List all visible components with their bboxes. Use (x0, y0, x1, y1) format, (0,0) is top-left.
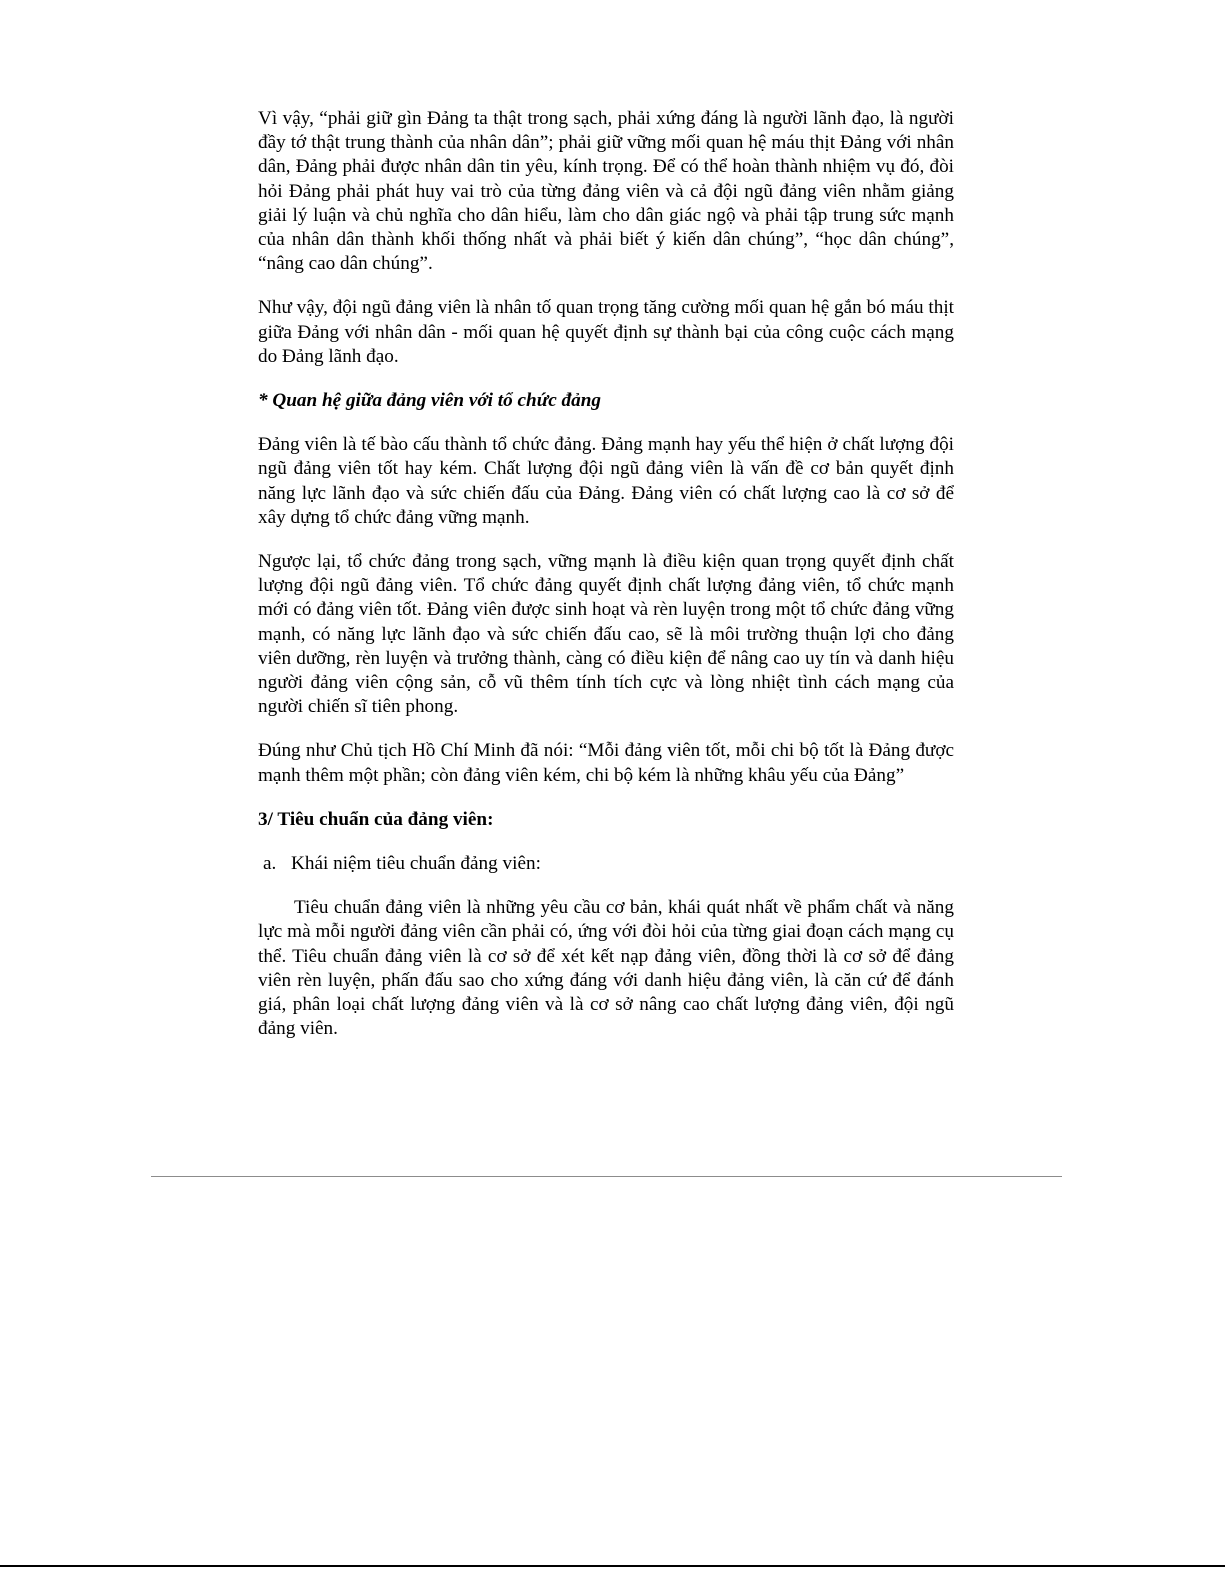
list-item-a (258, 852, 954, 876)
section-heading-relationship: * Quan hệ giữa đảng viên với tổ chức đảng (258, 390, 601, 412)
paragraph-4: Ngược lại, tổ chức đảng trong sạch, vững mạnh là điều kiện quan trọng quyết định chất lượng đội ngũ đảng viên. Tổ chức đảng quyết định chất lượng đảng viên, tổ chức mạnh mới có đảng viên tốt. Đảng viên được sinh hoạt và rèn luyện trong một tổ chức đảng vững mạnh, có năng lực lãnh đạo và sức chiến đấu cao, sẽ là môi trường thuận lợi cho đảng viên dưỡng, rèn luyện và trưởng thành, càng có điều kiện để nâng cao uy tín và danh hiệu người đảng viên cộng sản, cỗ vũ thêm tính tích cực và lòng nhiệt tình cách mạng của người chiến sĩ tiên phong. (258, 551, 954, 718)
paragraph-2: Như vậy, đội ngũ đảng viên là nhân tố quan trọng tăng cường mối quan hệ gắn bó máu thịt giữa Đảng với nhân dân - mối quan hệ quyết định sự thành bại của công cuộc cách mạng do Đảng lãnh đạo. (258, 297, 954, 367)
paragraph-6: Tiêu chuẩn đảng viên là những yêu cầu cơ bản, khái quát nhất về phẩm chất và năng lực mà mỗi người đảng viên cần phải có, ứng với đòi hỏi của từng giai đoạn cách mạng cụ thể. Tiêu chuẩn đảng viên là cơ sở để xét kết nạp đảng viên, đồng thời là cơ sở để đảng viên rèn luyện, phấn đấu sao cho xứng đáng với danh hiệu đảng viên, là căn cứ để đánh giá, phân loại chất lượng đảng viên và là cơ sở nâng cao chất lượng đảng viên, đội ngũ đảng viên. (258, 897, 954, 1040)
paragraph-3: Đảng viên là tế bào cấu thành tổ chức đảng. Đảng mạnh hay yếu thể hiện ở chất lượng đội ngũ đảng viên tốt hay kém. Chất lượng đội ngũ đảng viên là vấn đề cơ bản quyết định năng lực lãnh đạo và sức chiến đấu của Đảng. Đảng viên có chất lượng cao là cơ sở để xây dựng tổ chức đảng vững mạnh. (258, 434, 954, 528)
paragraph-5: Đúng như Chủ tịch Hồ Chí Minh đã nói: “Mỗi đảng viên tốt, mỗi chi bộ tốt là Đảng được mạnh thêm một phần; còn đảng viên kém, chi bộ kém là những khâu yếu của Đảng” (258, 740, 954, 786)
section-heading-standards: 3/ Tiêu chuẩn của đảng viên: (258, 808, 494, 830)
list-item-text: Khái niệm tiêu chuẩn đảng viên: (291, 853, 541, 875)
document-body (258, 107, 954, 1062)
paragraph-1: Vì vậy, “phải giữ gìn Đảng ta thật trong sạch, phải xứng đáng là người lãnh đạo, là người đầy tớ thật trung thành của nhân dân”; phải giữ vững mối quan hệ máu thịt Đảng với nhân dân, Đảng phải được nhân dân tin yêu, kính trọng. Để có thể hoàn thành nhiệm vụ đó, đòi hỏi Đảng phải phát huy vai trò của từng đảng viên và cả đội ngũ đảng viên nhằm giảng giải lý luận và chủ nghĩa cho dân hiểu, làm cho dân giác ngộ và phải tập trung sức mạnh của nhân dân thành khối thống nhất và phải biết ý kiến dân chúng”, “học dân chúng”, “nâng cao dân chúng”. (258, 108, 954, 275)
page-footer-divider (151, 1176, 1062, 1177)
page-bottom-edge (0, 1565, 1225, 1567)
list-marker: a. (263, 853, 277, 875)
